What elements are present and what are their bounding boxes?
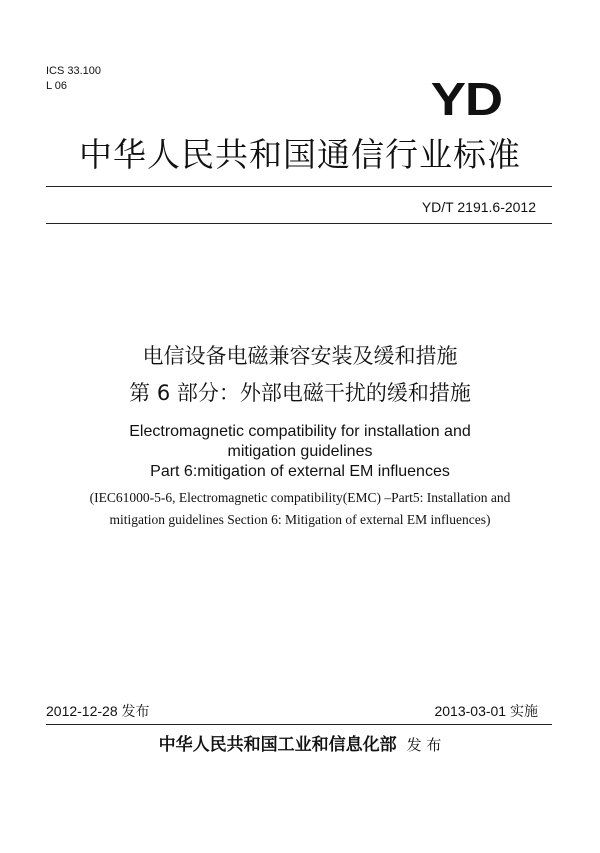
publish-action: 发 布: [406, 736, 442, 754]
publisher-name: 中华人民共和国工业和信息化部: [158, 735, 397, 755]
category-code: L 06: [46, 80, 68, 92]
effective-date: 2013-03-01 实施: [434, 703, 538, 719]
yd-logo: YD: [430, 73, 502, 125]
organization-title: 中华人民共和国通信行业标准: [79, 135, 521, 174]
standard-number: YD/T 2191.6-2012: [421, 199, 536, 215]
cn-title-line-1: 电信设备电磁兼容安装及缓和措施: [142, 344, 458, 368]
bottom-divider: [46, 724, 552, 725]
publisher-line: [0, 733, 600, 757]
standard-number-divider: [46, 223, 552, 224]
iec-reference-line-2: mitigation guidelines Section 6: Mitigation of external EM influences): [109, 512, 491, 527]
en-title-line-2: mitigation guidelines: [227, 443, 373, 460]
en-title-line-3: Part 6:mitigation of external EM influences: [150, 463, 450, 480]
ics-code: ICS 33.100: [46, 65, 102, 77]
cn-title-line-2: 第 6 部分：外部电磁干扰的缓和措施: [129, 381, 471, 405]
classification-codes: [46, 64, 101, 94]
iec-reference-line-1: (IEC61000-5-6, Electromagnetic compatibility(EMC) –Part5: Installation and: [89, 490, 511, 505]
en-title-line-1: Electromagnetic compatibility for installation and: [129, 423, 471, 440]
issue-date: 2012-12-28 发布: [46, 703, 150, 719]
top-divider: [46, 186, 552, 187]
